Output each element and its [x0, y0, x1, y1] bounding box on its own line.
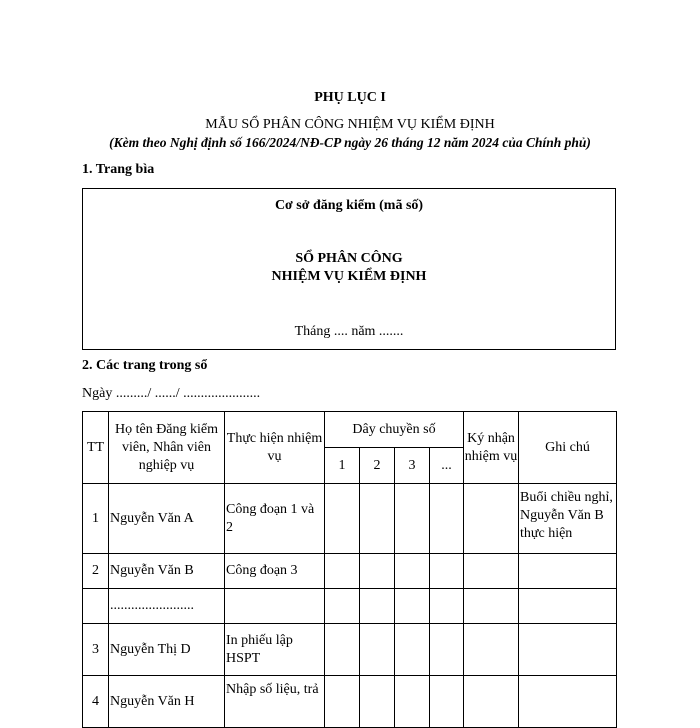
row-note [519, 589, 617, 624]
row-tt: 3 [83, 624, 109, 676]
header-line-2: 2 [360, 448, 395, 484]
cover-box [82, 188, 616, 350]
row-name: Nguyễn Thị D [109, 624, 225, 676]
row-tt: 4 [83, 676, 109, 728]
row-tt: 1 [83, 484, 109, 554]
section-heading-cover: 1. Trang bìa [82, 162, 155, 177]
header-line-3: 3 [395, 448, 430, 484]
row-tt [83, 589, 109, 624]
cover-org: Cơ sở đăng kiểm (mã số) [274, 198, 424, 213]
row-name: Nguyễn Văn H [109, 676, 225, 728]
header-note: Ghi chú [519, 412, 617, 484]
table-row [83, 484, 617, 554]
header-name: Họ tên Đăng kiểm viên, Nhân viên nghiệp vụ [109, 412, 225, 484]
row-task: Công đoạn 1 và 2 [225, 484, 325, 554]
row-task: Công đoạn 3 [225, 554, 325, 589]
table-row [83, 589, 617, 624]
cover-title-line1: SỔ PHÂN CÔNG [295, 251, 403, 266]
header-line-group: Dây chuyền số [325, 412, 464, 448]
cover-date-line: Tháng .... năm ....... [294, 324, 404, 339]
table-row [83, 624, 617, 676]
row-note [519, 624, 617, 676]
row-note [519, 676, 617, 728]
row-note [519, 554, 617, 589]
row-note: Buổi chiều nghỉ, Nguyễn Văn B thực hiện [519, 484, 617, 554]
section-heading-pages: 2. Các trang trong sổ [82, 358, 208, 373]
table-row [83, 676, 617, 728]
row-name: Nguyễn Văn A [109, 484, 225, 554]
header-sign: Ký nhận nhiệm vụ [464, 412, 519, 484]
row-task [225, 589, 325, 624]
header-line-1: 1 [325, 448, 360, 484]
header-tt: TT [83, 412, 109, 484]
appendix-title: PHỤ LỤC I [314, 90, 386, 105]
header-line-more: ... [430, 448, 464, 484]
row-name: Nguyễn Văn B [109, 554, 225, 589]
form-title: MẪU SỔ PHÂN CÔNG NHIỆM VỤ KIỂM ĐỊNH [205, 117, 495, 132]
row-tt: 2 [83, 554, 109, 589]
table-row [83, 554, 617, 589]
form-subtitle: (Kèm theo Nghị định số 166/2024/NĐ-CP ngày 26 tháng 12 năm 2024 của Chính phủ) [109, 135, 591, 150]
row-task: Nhập số liệu, trả [225, 676, 325, 728]
row-name: ........................ [109, 589, 225, 624]
day-line: Ngày ........./ ....../ ...................... [82, 386, 261, 401]
row-task: In phiếu lập HSPT [225, 624, 325, 676]
cover-title-line2: NHIỆM VỤ KIỂM ĐỊNH [271, 269, 427, 284]
assignment-table [82, 411, 617, 728]
header-task: Thực hiện nhiệm vụ [225, 412, 325, 484]
